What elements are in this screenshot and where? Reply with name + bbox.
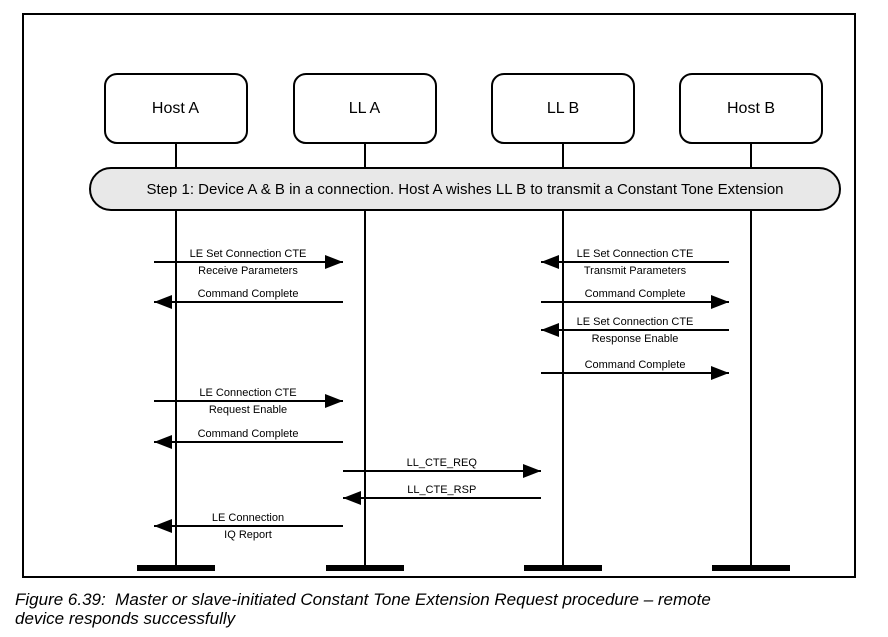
figure-caption-line1: Figure 6.39: Master or slave-initiated Constant Tone Extension Request procedure – remote — [15, 590, 711, 609]
step-banner: Step 1: Device A & B in a connection. Host A wishes LL B to transmit a Constant Tone Extension — [89, 167, 841, 211]
message-sublabel: Request Enable — [208, 404, 288, 416]
message-label: Command Complete — [584, 359, 686, 371]
message-line — [343, 470, 542, 472]
message-arrow-3 — [154, 286, 343, 318]
message-label: LE Set Connection CTE — [189, 248, 307, 260]
message-line — [154, 301, 343, 303]
diagram-frame — [22, 13, 856, 578]
message-arrow-5 — [541, 314, 729, 346]
message-sublabel: IQ Report — [224, 529, 272, 541]
message-sublabel: Transmit Parameters — [583, 265, 687, 277]
message-label: LL_CTE_RSP — [407, 484, 477, 496]
message-arrow-8 — [154, 426, 343, 458]
message-label: LL_CTE_REQ — [406, 457, 477, 469]
message-label: Command Complete — [584, 288, 686, 300]
message-arrow-1 — [154, 246, 343, 278]
message-line — [343, 497, 542, 499]
message-line — [541, 301, 729, 303]
message-arrow-6 — [541, 357, 729, 389]
figure-caption — [15, 590, 855, 628]
message-arrow-7 — [154, 385, 343, 417]
lifeline-box-ll-b: LL B — [491, 73, 635, 144]
message-line — [154, 525, 343, 527]
message-layer — [24, 15, 854, 576]
message-label: LE Set Connection CTE — [576, 248, 694, 260]
message-line — [541, 329, 729, 331]
message-line — [154, 261, 343, 263]
message-line — [541, 372, 729, 374]
lifeline-box-ll-a: LL A — [293, 73, 437, 144]
message-sublabel: Receive Parameters — [198, 265, 298, 277]
message-arrow-2 — [541, 246, 729, 278]
figure-caption-line2: device responds successfully — [15, 609, 236, 628]
message-label: LE Connection CTE — [199, 387, 297, 399]
message-label: Command Complete — [197, 288, 299, 300]
message-label: LE Connection — [211, 512, 285, 524]
message-label: LE Set Connection CTE — [576, 316, 694, 328]
message-arrow-11 — [154, 510, 343, 542]
lifeline-box-host-b: Host B — [679, 73, 823, 144]
lifeline-box-host-a: Host A — [104, 73, 248, 144]
message-sublabel: Response Enable — [591, 333, 679, 345]
message-line — [154, 441, 343, 443]
message-line — [541, 261, 729, 263]
message-label: Command Complete — [197, 428, 299, 440]
message-line — [154, 400, 343, 402]
message-arrow-10 — [343, 482, 542, 514]
